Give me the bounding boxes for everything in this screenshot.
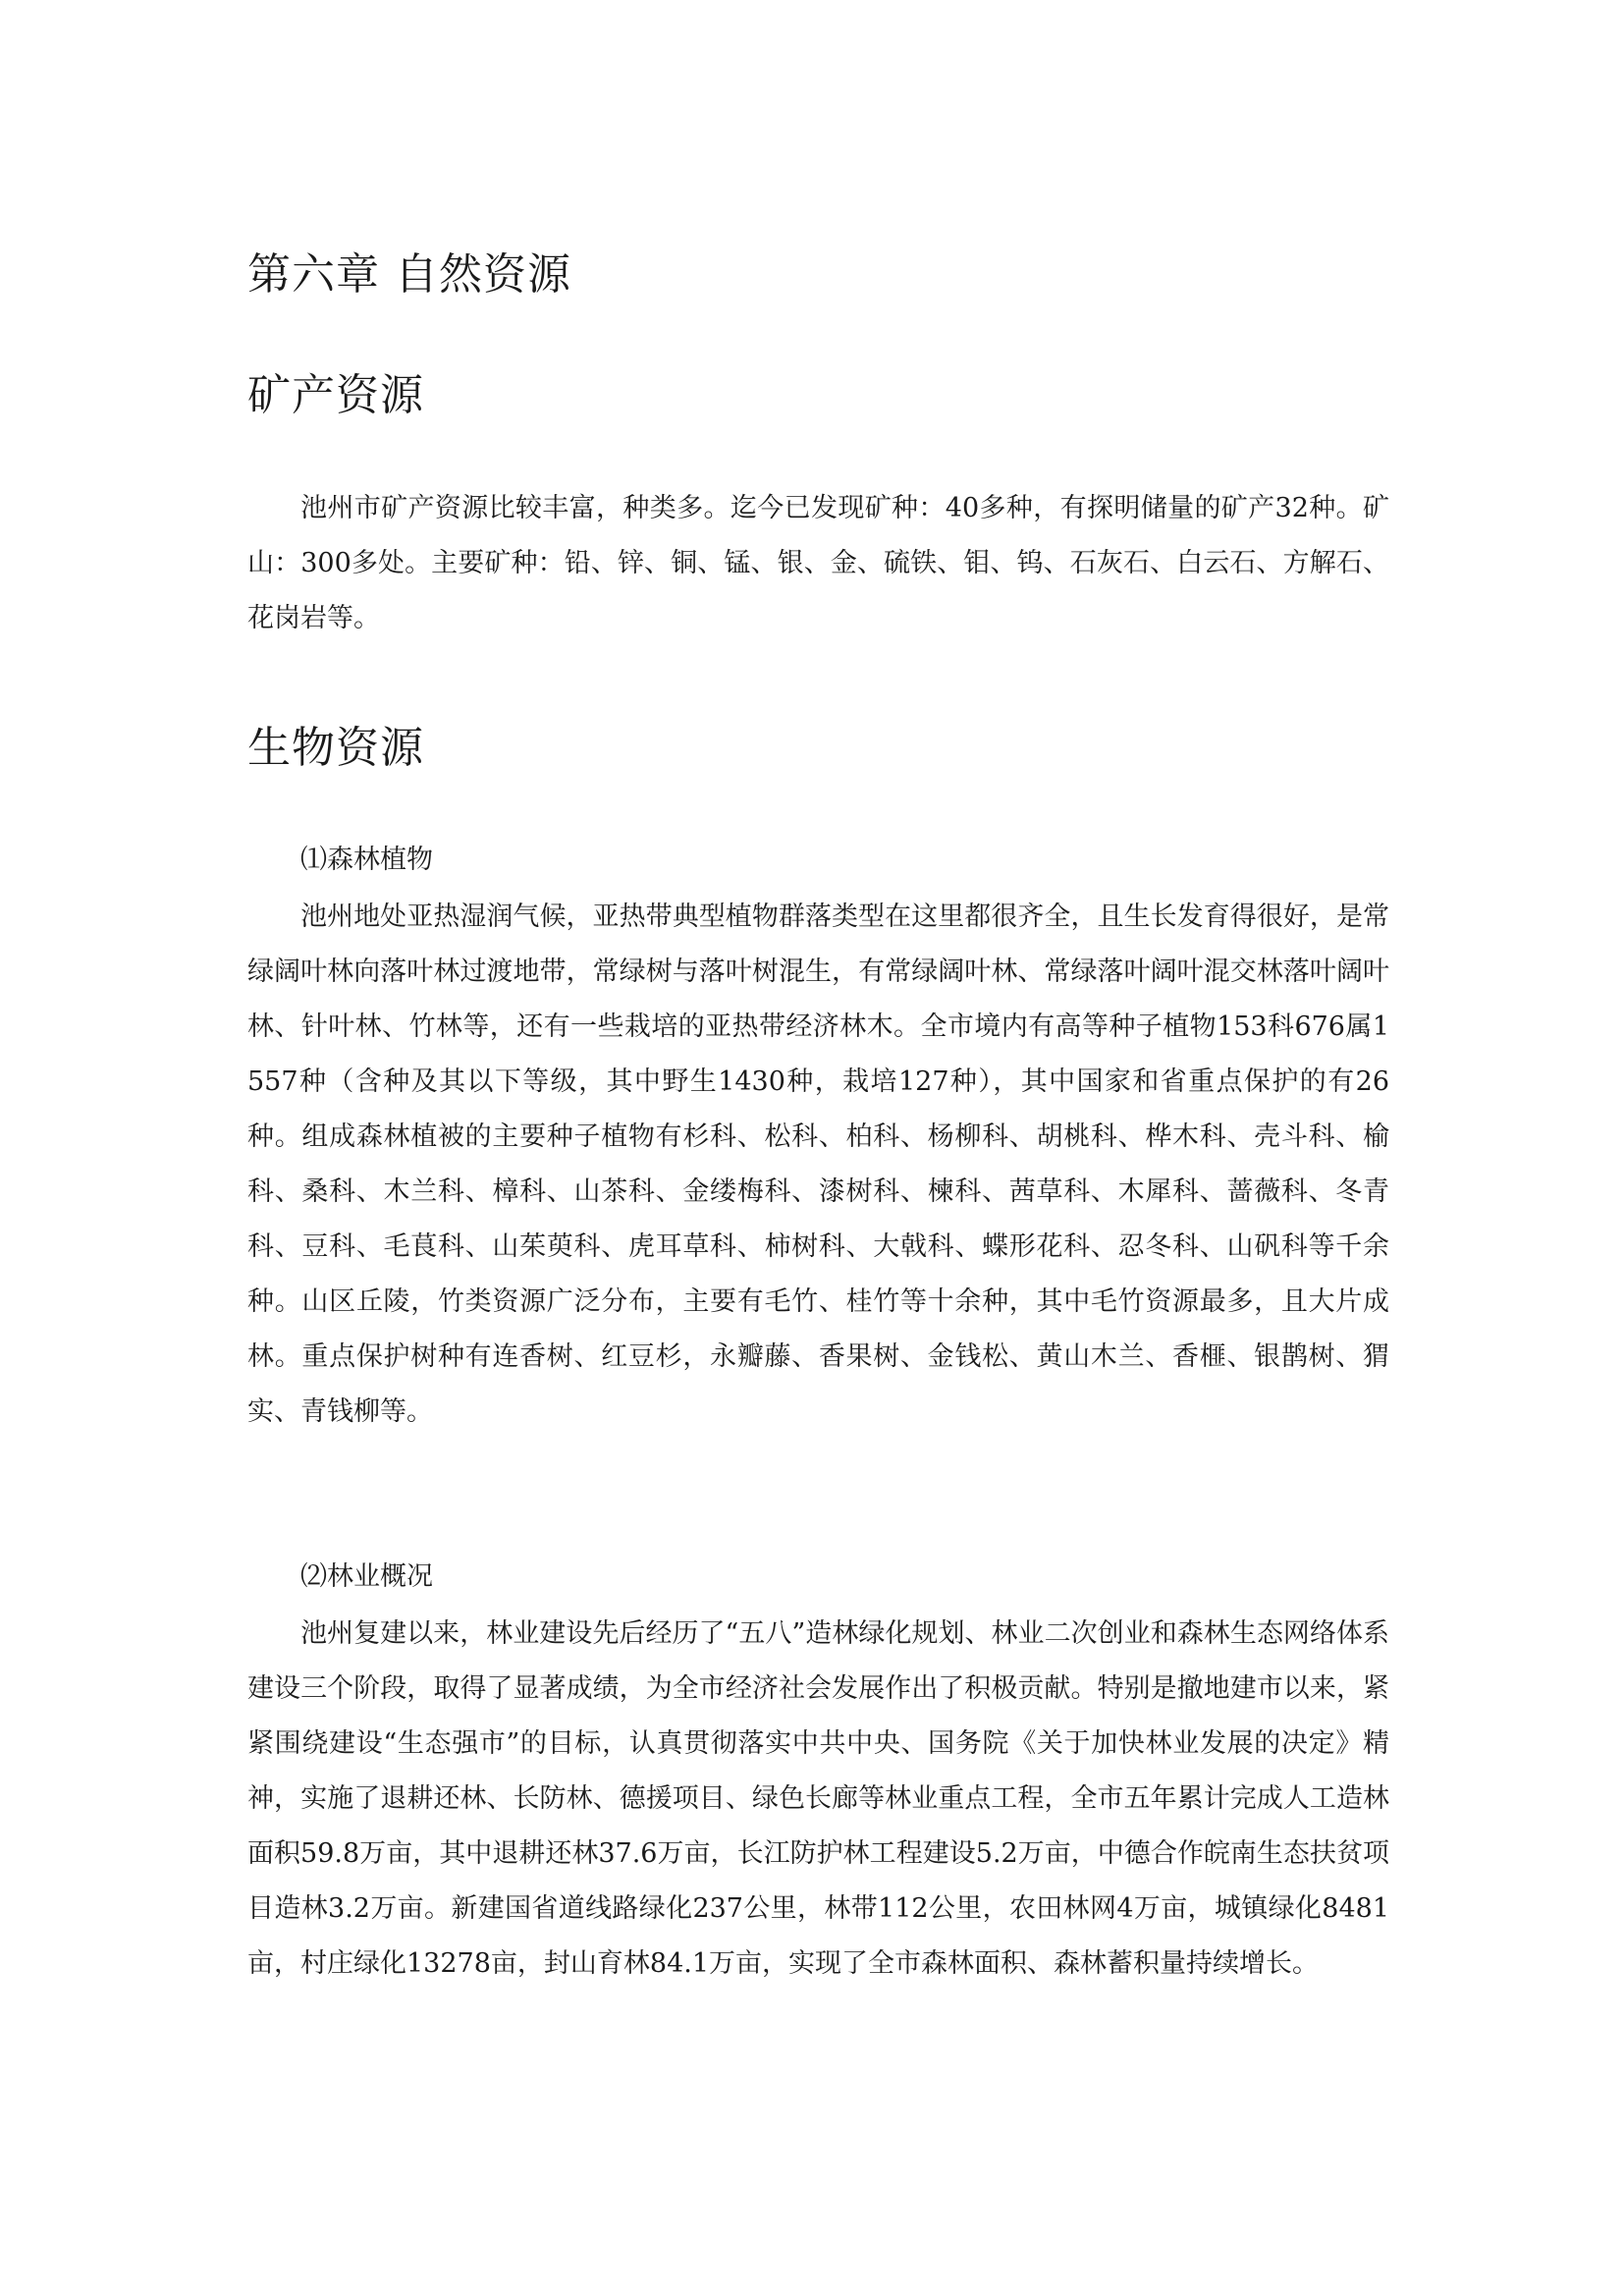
paragraph-forest-plants: 池州地处亚热湿润气候，亚热带典型植物群落类型在这里都很齐全，且生长发育得很好，是常绿阔叶林向落叶林过渡地带，常绿树与落叶树混生，有常绿阔叶林、常绿落叶阔叶混交林落叶阔叶林、针叶林、竹林等，还有一些栽培的亚热带经济林木。全市境内有高等种子植物153科676属1557种（含种及其以下等级，其中野生1430种，栽培127种），其中国家和省重点保护的有26种。组成森林植被的主要种子植物有杉科、松科、柏科、杨柳科、胡桃科、桦木科、壳斗科、榆科、桑科、木兰科、樟科、山茶科、金缕梅科、漆树科、楝科、茜草科、木犀科、蔷薇科、冬青科、豆科、毛茛科、山茱萸科、虎耳草科、柿树科、大戟科、蝶形花科、忍冬科、山矾科等千余种。山区丘陵，竹类资源广泛分布，主要有毛竹、桂竹等十余种，其中毛竹资源最多，且大片成林。重点保护树种有连香树、红豆杉，永瓣藤、香果树、金钱松、黄山木兰、香榧、银鹊树、猬实、青钱柳等。 — [247, 902, 1389, 1427]
section-title-biological-resources: 生物资源 — [247, 723, 424, 773]
paragraph-mineral-resources: 池州市矿产资源比较丰富，种类多。迄今已发现矿种：40多种，有探明储量的矿产32种。矿山：300多处。主要矿种：铅、锌、铜、锰、银、金、硫铁、钼、钨、石灰石、白云石、方解石、花岗岩等。 — [247, 493, 1389, 633]
section-title-mineral-resources: 矿产资源 — [247, 370, 424, 420]
chapter-title: 第六章 自然资源 — [247, 249, 571, 300]
subheading-forest-plants: ⑴森林植物 — [300, 845, 433, 875]
paragraph-forestry-overview: 池州复建以来，林业建设先后经历了“五八”造林绿化规划、林业二次创业和森林生态网络体系建设三个阶段，取得了显著成绩，为全市经济社会发展作出了积极贡献。特别是撤地建市以来，紧紧围绕建设“生态强市”的目标，认真贯彻落实中共中央、国务院《关于加快林业发展的决定》精神，实施了退耕还林、长防林、德援项目、绿色长廊等林业重点工程，全市五年累计完成人工造林面积59.8万亩，其中退耕还林37.6万亩，长江防护林工程建设5.2万亩，中德合作皖南生态扶贫项目造林3.2万亩。新建国省道线路绿化237公里，林带112公里，农田林网4万亩，城镇绿化8481亩，村庄绿化13278亩，封山育林84.1万亩，实现了全市森林面积、森林蓄积量持续增长。 — [247, 1618, 1389, 1979]
subheading-forestry-overview: ⑵林业概况 — [300, 1561, 433, 1592]
